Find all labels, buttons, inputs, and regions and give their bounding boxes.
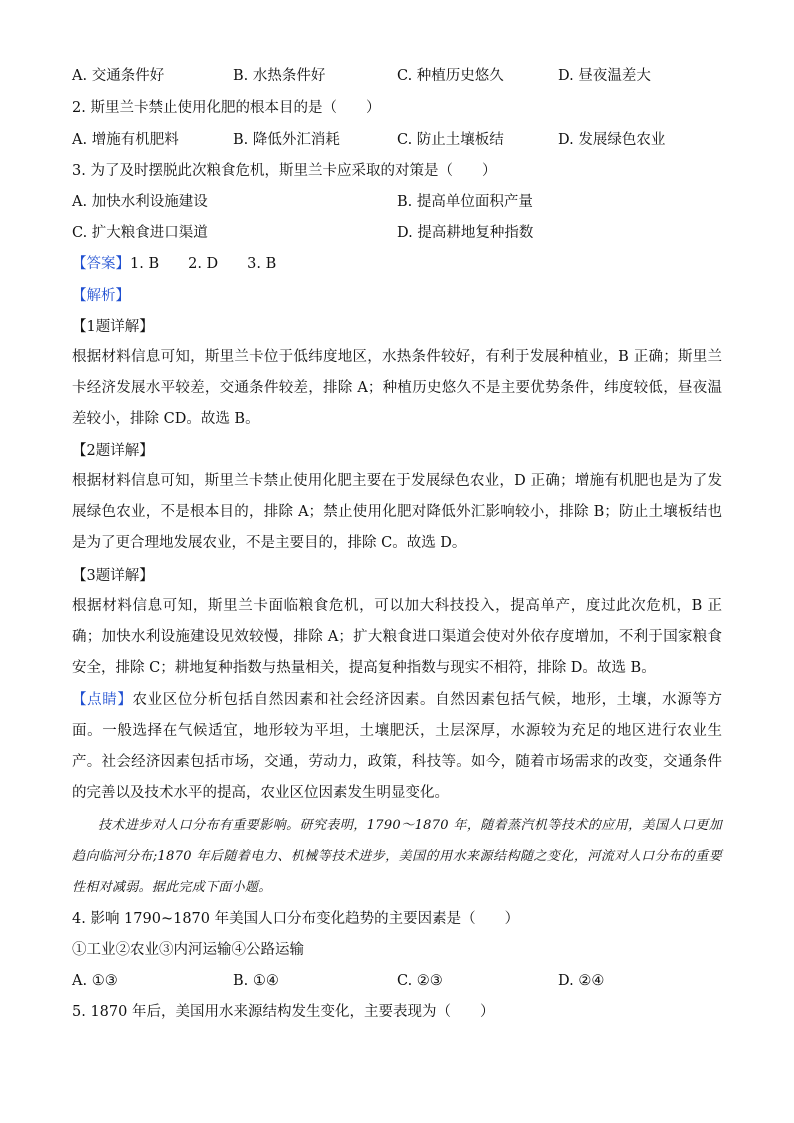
detail1-tag: 【1题详解】 [72, 319, 154, 335]
material-paragraph: 技术进步对人口分布有重要影响。研究表明，1790～1870 年，随着蒸汽机等技术的应用，美国人口更加趋向临河分布;1870 年后随着电力、机械等技术进步，美国的用水来源结构随之变化，河流对人口分布的重要性相对减弱。据此完成下面小题。 [72, 818, 722, 895]
detail2-tag: 【2题详解】 [72, 443, 154, 459]
answer-line [72, 254, 276, 274]
tip-text: 农业区位分析包括自然因素和社会经济因素。自然因素包括气候，地形，土壤，水源等方面。一般选择在气候适宜，地形较为平坦，土壤肥沃，土层深厚，水源较为充足的地区进行农业生产。社会经济因素包括市场，交通，劳动力，政策，科技等。如今，随着市场需求的改变，交通条件的完善以及技术水平的提高，农业区位因素发生明显变化。 [72, 692, 723, 801]
answer-tag: 【答案】 [72, 256, 130, 272]
q5-stem: 5. 1870 年后，美国用水来源结构发生变化，主要表现为（ ） [72, 1004, 495, 1020]
q2-option-b[interactable]: B. 降低外汇消耗 [233, 132, 340, 148]
q4-option-a[interactable]: A. ①③ [72, 973, 118, 989]
q2-option-c[interactable]: C. 防止土壤板结 [397, 132, 504, 148]
q3-option-c[interactable]: C. 扩大粮食进口渠道 [72, 225, 208, 241]
answer-text: 1. B 2. D 3. B [130, 256, 277, 272]
q2-stem: 2. 斯里兰卡禁止使用化肥的根本目的是（ ） [72, 100, 381, 116]
q1-option-d[interactable]: D. 昼夜温差大 [558, 68, 651, 84]
q3-option-d[interactable]: D. 提高耕地复种指数 [397, 225, 534, 241]
q1-option-b[interactable]: B. 水热条件好 [233, 68, 326, 84]
q3-stem: 3. 为了及时摆脱此次粮食危机，斯里兰卡应采取的对策是（ ） [72, 163, 497, 179]
q3-option-a[interactable]: A. 加快水利设施建设 [72, 194, 208, 210]
q2-option-d[interactable]: D. 发展绿色农业 [558, 132, 666, 148]
tip-paragraph [72, 685, 722, 809]
q1-option-a[interactable]: A. 交通条件好 [72, 68, 165, 84]
detail3-text: 根据材料信息可知，斯里兰卡面临粮食危机，可以加大科技投入，提高单产，度过此次危机，B 正确；加快水利设施建设见效较慢，排除 A；扩大粮食进口渠道会使对外依存度增加，不利于国家粮食安全，排除 C；耕地复种指数与热量相关，提高复种指数与现实不相符，排除 D。故选 B。 [72, 598, 722, 676]
detail3-tag: 【3题详解】 [72, 568, 154, 584]
analysis-tag: 【解析】 [72, 288, 130, 304]
q4-factors: ①工业②农业③内河运输④公路运输 [72, 942, 304, 958]
detail2-text: 根据材料信息可知，斯里兰卡禁止使用化肥主要在于发展绿色农业，D 正确；增施有机肥也是为了发展绿色农业，不是根本目的，排除 A；禁止使用化肥对降低外汇影响较小，排除 B；防止土壤板结也是为了更合理地发展农业，不是主要目的，排除 C。故选 D。 [72, 473, 722, 551]
q1-option-c[interactable]: C. 种植历史悠久 [397, 68, 504, 84]
tip-tag: 【点睛】 [72, 692, 133, 708]
q4-option-b[interactable]: B. ①④ [233, 973, 279, 989]
q2-option-a[interactable]: A. 增施有机肥料 [72, 132, 179, 148]
q3-option-b[interactable]: B. 提高单位面积产量 [397, 194, 533, 210]
q4-option-c[interactable]: C. ②③ [397, 973, 443, 989]
q4-option-d[interactable]: D. ②④ [558, 973, 605, 989]
q4-stem: 4. 影响 1790~1870 年美国人口分布变化趋势的主要因素是（ ） [72, 911, 520, 927]
detail1-text: 根据材料信息可知，斯里兰卡位于低纬度地区，水热条件较好，有利于发展种植业，B 正确；斯里兰卡经济发展水平较差，交通条件较差，排除 A；种植历史悠久不是主要优势条件，纬度较低，昼夜温差较小，排除 CD。故选 B。 [72, 349, 722, 427]
